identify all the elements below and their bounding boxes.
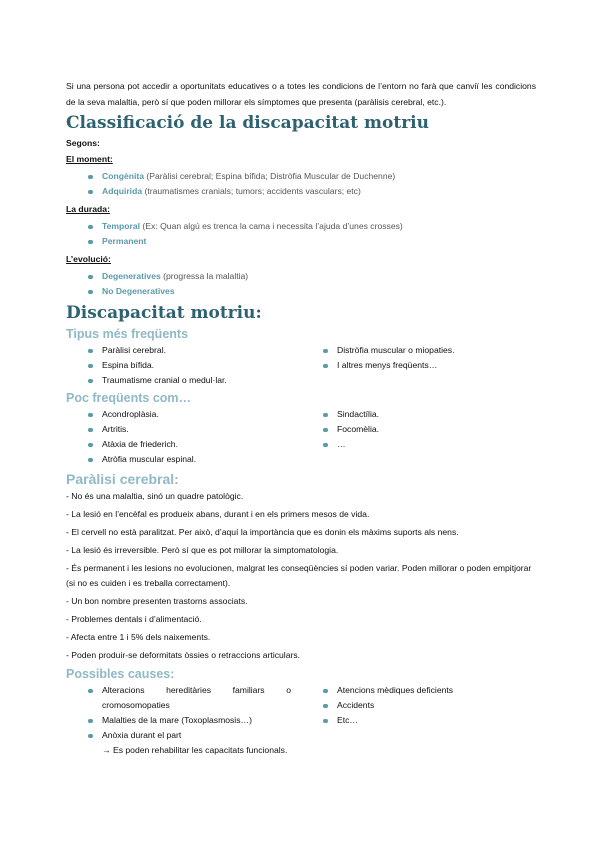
- list-item: Atròfia muscular espinal.: [66, 452, 301, 467]
- list-item: Paràlisi cerebral.: [66, 343, 301, 358]
- paralisi-paragraph: - Afecta entre 1 i 5% dels naixements.: [66, 632, 211, 642]
- rehabilitar-note: → Es poden rehabilitar les capacitats funcionals.: [102, 745, 288, 755]
- paralisi-paragraph: - Problemes dentals i d’alimentació.: [66, 614, 202, 624]
- list-item: Accidents: [301, 698, 536, 713]
- list-item: Adquirida (traumatismes cranials; tumors; accidents vasculars; etc): [66, 184, 536, 199]
- paralisi-paragraph: - Un bon nombre presenten trastorns associats.: [66, 596, 248, 606]
- poc-frequents-heading: Poc freqüents com…: [66, 391, 192, 405]
- poc-frequents-columns: [66, 407, 536, 467]
- paralisi-paragraph: - El cervell no està paralitzat. Per això, d’aquí la importància que es donin els màxims suports als nens.: [66, 527, 459, 537]
- causes-left-list: [66, 683, 301, 743]
- list-item: Distròfia muscular o miopaties.: [301, 343, 536, 358]
- moment-list: [66, 169, 536, 199]
- list-item: Traumatisme cranial o medul·lar.: [66, 373, 301, 388]
- list-item: No Degeneratives: [66, 284, 536, 299]
- list-item: Sindactília.: [301, 407, 536, 422]
- paralisi-paragraph: - És permanent i les lesions no evolucionen, malgrat les conseqüències sí poden variar. Poden millorar o poden empitjorar (si no es cuiden i es treballa correctament).: [66, 563, 532, 588]
- list-item: Atencions mèdiques deficients: [301, 683, 536, 698]
- list-item: Espina bífida.: [66, 358, 301, 373]
- discapacitat-heading: Discapacitat motriu:: [66, 303, 262, 323]
- paralisi-heading: Paràlisi cerebral:: [66, 471, 179, 487]
- classification-heading: Classificació de la discapacitat motriu: [66, 113, 429, 133]
- frequents-heading: Tipus més freqüents: [66, 327, 189, 341]
- frequents-right-list: [301, 343, 536, 388]
- causes-columns: [66, 683, 536, 758]
- durada-list: [66, 219, 536, 249]
- list-item: I altres menys freqüents…: [301, 358, 536, 373]
- paralisi-paragraph: - La lesió en l’encèfal es produeix abans, durant i en els primers mesos de vida.: [66, 509, 370, 519]
- list-item: Permanent: [66, 234, 536, 249]
- list-item: Degeneratives (progressa la malaltia): [66, 269, 536, 284]
- list-item: Acondroplàsia.: [66, 407, 301, 422]
- list-item: …: [301, 437, 536, 452]
- document-page: [66, 78, 536, 758]
- poc-right-list: [301, 407, 536, 467]
- causes-heading: Possibles causes:: [66, 667, 175, 681]
- list-item: Etc…: [301, 713, 536, 728]
- segons-label: Segons:: [66, 138, 100, 148]
- moment-label: El moment:: [66, 154, 113, 164]
- list-item: Atàxia de friederich.: [66, 437, 301, 452]
- list-item: Alteracions hereditàries familiars o cromosomopaties: [66, 683, 301, 713]
- durada-label: La durada:: [66, 204, 110, 214]
- paralisi-paragraph: - Poden produir-se deformitats òssies o retraccions articulars.: [66, 650, 301, 660]
- causes-right-list: [301, 683, 536, 758]
- paralisi-paragraph: - No és una malaltia, sinó un quadre patològic.: [66, 491, 244, 501]
- list-item: Congènita (Paràlisi cerebral; Espina bífida; Distròfia Muscular de Duchenne): [66, 169, 536, 184]
- list-item: Temporal (Ex: Quan algú es trenca la cama i necessita l’ajuda d’unes crosses): [66, 219, 536, 234]
- frequents-columns: [66, 343, 536, 388]
- poc-left-list: [66, 407, 301, 467]
- list-item: Artritis.: [66, 422, 301, 437]
- list-item: Anòxia durant el part: [66, 728, 301, 743]
- list-item: Focomèlia.: [301, 422, 536, 437]
- evolucio-label: L’evolució:: [66, 254, 111, 264]
- intro-paragraph: Si una persona pot accedir a oportunitats educatives o a totes les condicions de l’entorn no farà que canviï les condicions de la seva malaltia, però sí que poden millorar els símptomes que presenta (paràlisis cerebral, etc.).: [66, 81, 536, 107]
- causes-left-column: [66, 683, 301, 758]
- list-item: Malalties de la mare (Toxoplasmosis…): [66, 713, 301, 728]
- evolucio-list: [66, 269, 536, 299]
- frequents-left-list: [66, 343, 301, 388]
- paralisi-paragraph: - La lesió és irreversible. Però sí que es pot millorar la simptomatologia.: [66, 545, 339, 555]
